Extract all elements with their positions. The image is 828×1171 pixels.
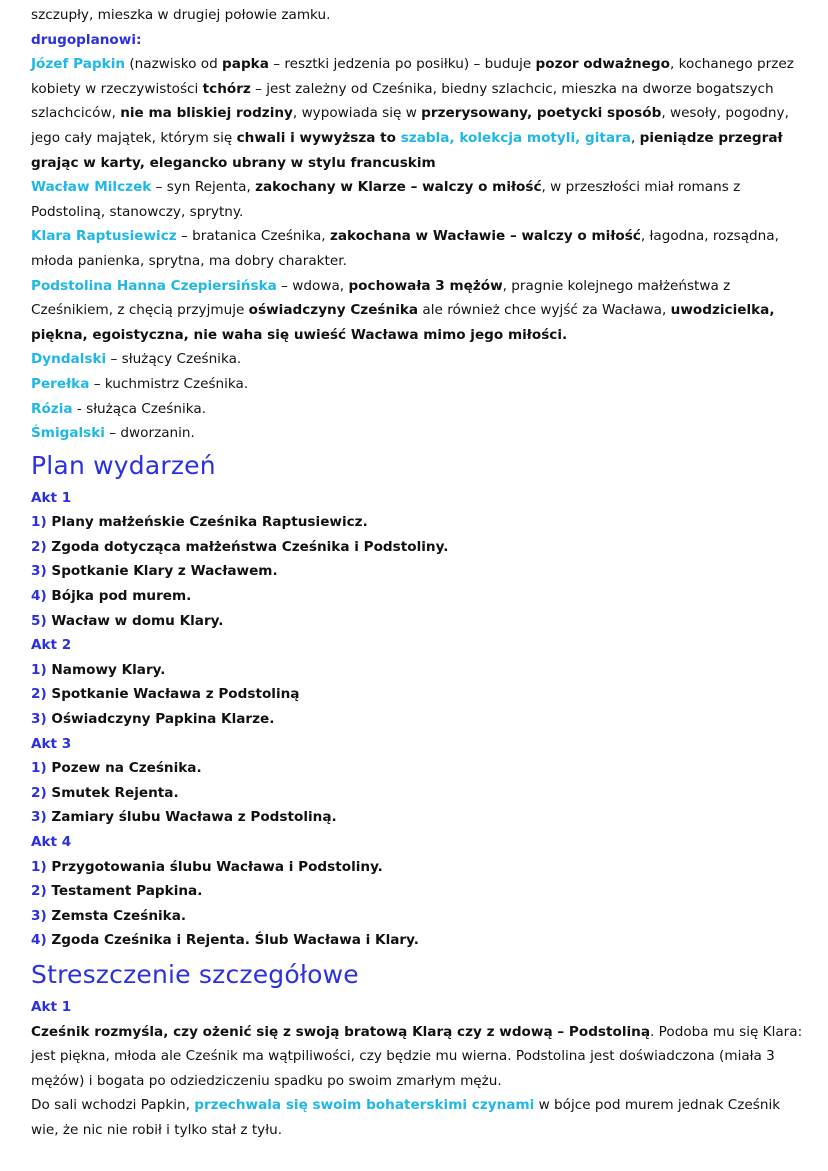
character-text-part: – syn Rejenta, <box>151 179 256 196</box>
act-label: Akt 3 <box>31 735 72 752</box>
character-name: Józef Papkin <box>31 56 126 73</box>
plan-item <box>31 559 810 584</box>
act-label: Akt 4 <box>31 834 72 850</box>
character-text-part: , <box>630 129 640 146</box>
character-text-part: chwali i wywyższa to <box>236 129 401 146</box>
character-text-part: pieniądze przegrał grając w karty, elegancko ubrany w stylu francuskim <box>31 129 783 171</box>
plan-item-text: Testament Papkina. <box>51 883 203 900</box>
character-entry <box>31 175 810 224</box>
character-text-part: – służący Cześnika. <box>106 351 242 368</box>
plan-item-text: Bójka pod murem. <box>51 588 192 605</box>
act-label: Akt 2 <box>31 637 72 654</box>
character-text-part: (nazwisko od <box>125 56 223 73</box>
character-text-part: zakochana w Wacławie – walczy o miłość <box>329 228 641 245</box>
summary-act-label: Akt 1 <box>31 998 72 1015</box>
characters-list <box>31 52 810 446</box>
character-name: Wacław Milczek <box>31 179 152 196</box>
character-entry <box>31 347 810 372</box>
character-entry <box>31 224 810 273</box>
character-text-part: , pragnie kolejnego małżeństwa z Cześnikiem, z chęcią przyjmuje <box>31 277 731 319</box>
plan-item <box>31 682 810 707</box>
character-text-part: oświadczyny Cześnika <box>248 302 419 319</box>
summary-p2-a: Do sali wchodzi Papkin, <box>31 1097 195 1114</box>
character-name: Klara Raptusiewicz <box>31 228 177 245</box>
plan-item-text: Zemsta Cześnika. <box>51 907 187 924</box>
summary-paragraph-2 <box>31 1093 810 1142</box>
summary-paragraph-1 <box>31 1020 810 1094</box>
character-entry <box>31 421 810 446</box>
character-text-part: uwodzicielka, piękna, egoistyczna, nie waha się uwieść Wacława mimo jego miłości. <box>31 302 775 343</box>
character-text-part: zakochany w Klarze – walczy o miłość <box>255 179 542 196</box>
character-entry <box>31 372 810 397</box>
plan-item-number: 2) <box>31 784 47 801</box>
plan-item-number: 2) <box>31 883 47 900</box>
plan-item-text: Pozew na Cześnika. <box>51 760 202 777</box>
summary-p2-b: w bójce pod murem jednak Cześnik wie, że nic nie robił i tylko stał z tyłu. <box>31 1097 781 1138</box>
character-text-part: , w przeszłości miał romans z Podstoliną, stanowczy, sprytny. <box>31 179 741 220</box>
plan-item <box>31 928 810 953</box>
character-name: Perełka <box>31 375 90 392</box>
character-text-part: przerysowany, poetycki sposób <box>421 105 662 122</box>
plan-item-text: Namowy Klary. <box>51 661 166 678</box>
plan-item-text: Zgoda Cześnika i Rejenta. Ślub Wacława i Klary. <box>51 932 419 949</box>
character-text-part: - służąca Cześnika. <box>72 400 207 417</box>
plan-item-number: 1) <box>31 858 47 875</box>
plan-item-text: Wacław w domu Klary. <box>51 612 224 629</box>
character-text-part: – bratanica Cześnika, <box>176 228 330 245</box>
plan-item-number: 3) <box>31 907 47 924</box>
summary-title: Streszczenie szczegółowe <box>31 959 359 989</box>
plan-item-number: 5) <box>31 612 47 629</box>
plan-item-text: Zgoda dotycząca małżeństwa Cześnika i Podstoliny. <box>51 538 449 555</box>
plan-item-text: Zamiary ślubu Wacława z Podstoliną. <box>51 809 337 826</box>
character-text-part: tchórz <box>202 80 251 97</box>
summary-p1-bold: Cześnik rozmyśla, czy ożenić się z swoją bratową Klarą czy z wdową – Podstoliną <box>31 1023 651 1040</box>
character-text-part: – dworzanin. <box>104 425 195 442</box>
plan-item-number: 3) <box>31 563 47 580</box>
character-text-part: pozor odważnego <box>535 56 670 73</box>
plan-item-text: Smutek Rejenta. <box>51 784 179 801</box>
character-name: Podstolina Hanna Czepiersińska <box>31 277 277 294</box>
plan-item <box>31 609 810 634</box>
character-text-part: pochowała 3 mężów <box>348 277 503 294</box>
plan-item <box>31 781 810 806</box>
character-text-part: – wdowa, <box>276 277 349 294</box>
plan-acts <box>31 486 810 953</box>
plan-item-text: Spotkanie Wacława z Podstoliną <box>51 686 300 703</box>
plan-item-text: Oświadczyny Papkina Klarze. <box>51 711 275 728</box>
plan-item <box>31 855 810 880</box>
character-text-part: – kuchmistrz Cześnika. <box>89 375 249 392</box>
intro-line: szczupły, mieszka w drugiej połowie zamku. <box>31 7 331 23</box>
character-text-part: szabla, kolekcja motyli, gitara <box>400 129 631 146</box>
plan-item <box>31 658 810 683</box>
character-text-part: , wypowiada się w <box>292 105 422 122</box>
character-text-part: ale również chce wyjść za Wacława, <box>418 302 671 319</box>
plan-item <box>31 756 810 781</box>
character-entry <box>31 274 810 348</box>
plan-item-text: Przygotowania ślubu Wacława i Podstoliny. <box>51 858 383 875</box>
character-text-part: papka <box>222 56 269 73</box>
character-text-part: , kochanego przez kobiety w rzeczywistości <box>31 56 794 97</box>
character-name: Rózia <box>31 400 73 417</box>
plan-item <box>31 904 810 929</box>
character-text-part: – jest zależny od Cześnika, biedny szlachcic, mieszka na dworze bogatszych szlachciców, <box>31 80 774 122</box>
character-name: Śmigalski <box>31 425 105 442</box>
plan-item <box>31 535 810 560</box>
plan-item-number: 3) <box>31 809 47 826</box>
plan-item-number: 4) <box>31 932 47 949</box>
plan-item-text: Spotkanie Klary z Wacławem. <box>51 563 278 580</box>
plan-item <box>31 707 810 732</box>
act-label: Akt 1 <box>31 489 72 506</box>
character-entry <box>31 52 810 175</box>
character-entry <box>31 397 810 422</box>
character-text-part: , wesoły, pogodny, jego cały majątek, którym się <box>31 105 789 146</box>
secondary-characters-heading: drugoplanowi: <box>31 31 142 48</box>
plan-item-number: 4) <box>31 588 47 605</box>
plan-item-number: 2) <box>31 538 47 555</box>
summary-p1-rest: . Podoba mu się Klara: jest piękna, młoda ale Cześnik ma wątpiliwości, czy będzie mu wierna. Podstolina jest doświadczona (miała 3 mężów) i bogata po odziedziczeniu spadku po swoim zmarłym mężu. <box>31 1023 803 1089</box>
plan-item <box>31 879 810 904</box>
plan-item-number: 1) <box>31 661 47 678</box>
plan-item-number: 3) <box>31 711 47 728</box>
character-text-part: – resztki jedzenia po posiłku) – buduje <box>268 56 536 73</box>
plan-item-number: 1) <box>31 514 47 531</box>
plan-item <box>31 510 810 535</box>
character-text-part: nie ma bliskiej rodziny <box>120 105 293 122</box>
character-name: Dyndalski <box>31 351 107 368</box>
plan-item <box>31 584 810 609</box>
plan-item-text: Plany małżeńskie Cześnika Raptusiewicz. <box>51 514 368 531</box>
plan-item-number: 2) <box>31 686 47 703</box>
plan-title: Plan wydarzeń <box>31 450 216 480</box>
summary-p2-highlight: przechwala się swoim bohaterskimi czynami <box>194 1097 535 1114</box>
plan-item-number: 1) <box>31 760 47 777</box>
character-text-part: , łagodna, rozsądna, młoda panienka, sprytna, ma dobry charakter. <box>31 228 779 269</box>
plan-item <box>31 805 810 830</box>
